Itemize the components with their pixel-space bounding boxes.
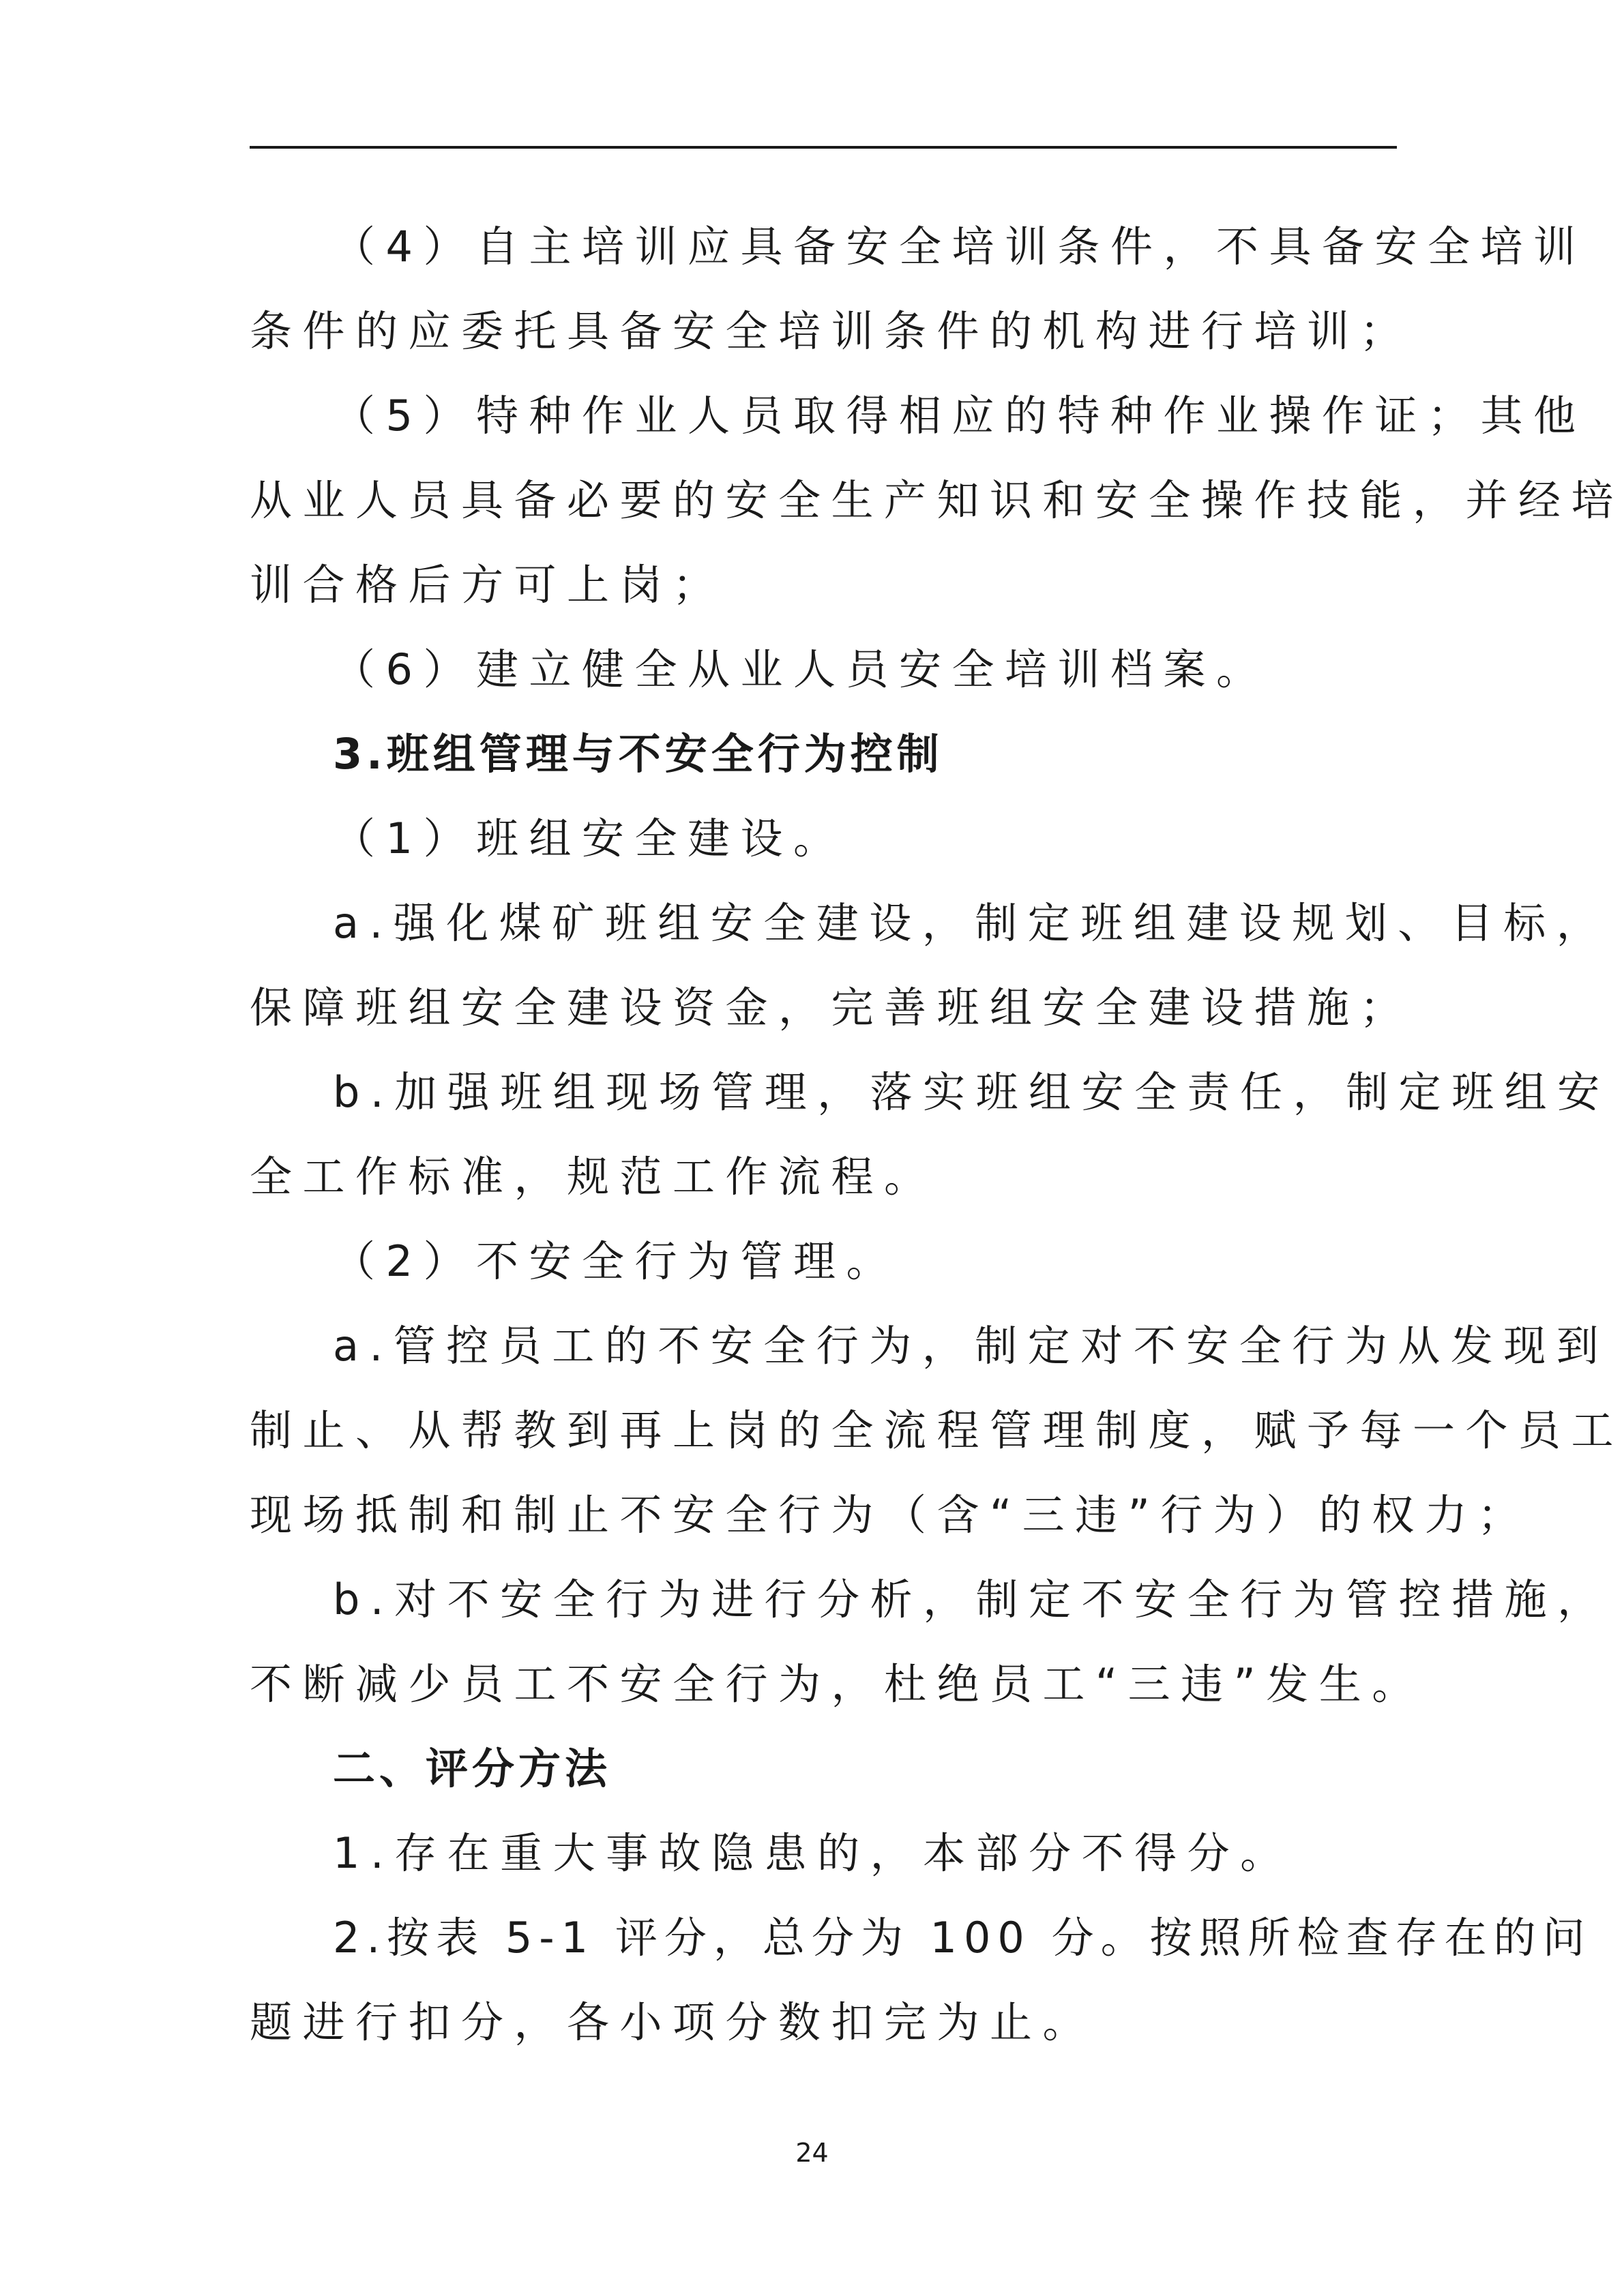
section-heading: 3.班组管理与不安全行为控制 <box>333 729 943 779</box>
page-number: 24 <box>795 2138 829 2168</box>
text-line: （5）特种作业人员取得相应的特种作业操作证；其他 <box>333 391 1586 441</box>
text-line: （4）自主培训应具备安全培训条件，不具备安全培训 <box>333 222 1586 271</box>
text-line: b.加强班组现场管理，落实班组安全责任，制定班组安 <box>333 1067 1610 1117</box>
text-line: 题进行扣分，各小项分数扣完为止。 <box>250 1997 1096 2047</box>
text-line: b.对不安全行为进行分析，制定不安全行为管控措施， <box>333 1575 1610 1624</box>
section-heading: 二、评分方法 <box>333 1744 612 1793</box>
text-line: 保障班组安全建设资金，完善班组安全建设措施； <box>250 983 1413 1032</box>
header-rule <box>250 146 1397 149</box>
text-line: （2）不安全行为管理。 <box>333 1236 899 1286</box>
text-line: 不断减少员工不安全行为，杜绝员工“三违”发生。 <box>250 1659 1425 1709</box>
text-line: 全工作标准，规范工作流程。 <box>250 1152 937 1202</box>
text-line: a.管控员工的不安全行为，制定对不安全行为从发现到 <box>333 1321 1610 1371</box>
text-line: （6）建立健全从业人员安全培训档案。 <box>333 644 1269 694</box>
text-line: 1.存在重大事故隐患的，本部分不得分。 <box>333 1828 1293 1878</box>
text-line: a.强化煤矿班组安全建设，制定班组建设规划、目标， <box>333 898 1610 948</box>
text-line: 训合格后方可上岗； <box>250 560 726 610</box>
text-line: 从业人员具备必要的安全生产知识和安全操作技能，并经培 <box>250 475 1624 525</box>
text-line: 2.按表 5-1 评分，总分为 100 分。按照所检查存在的问 <box>333 1913 1592 1963</box>
text-line: 条件的应委托具备安全培训条件的机构进行培训； <box>250 306 1413 356</box>
text-line: （1）班组安全建设。 <box>333 814 846 863</box>
text-line: 现场抵制和制止不安全行为（含“三违”行为）的权力； <box>250 1490 1531 1540</box>
text-line: 制止、从帮教到再上岗的全流程管理制度，赋予每一个员工 <box>250 1405 1624 1455</box>
